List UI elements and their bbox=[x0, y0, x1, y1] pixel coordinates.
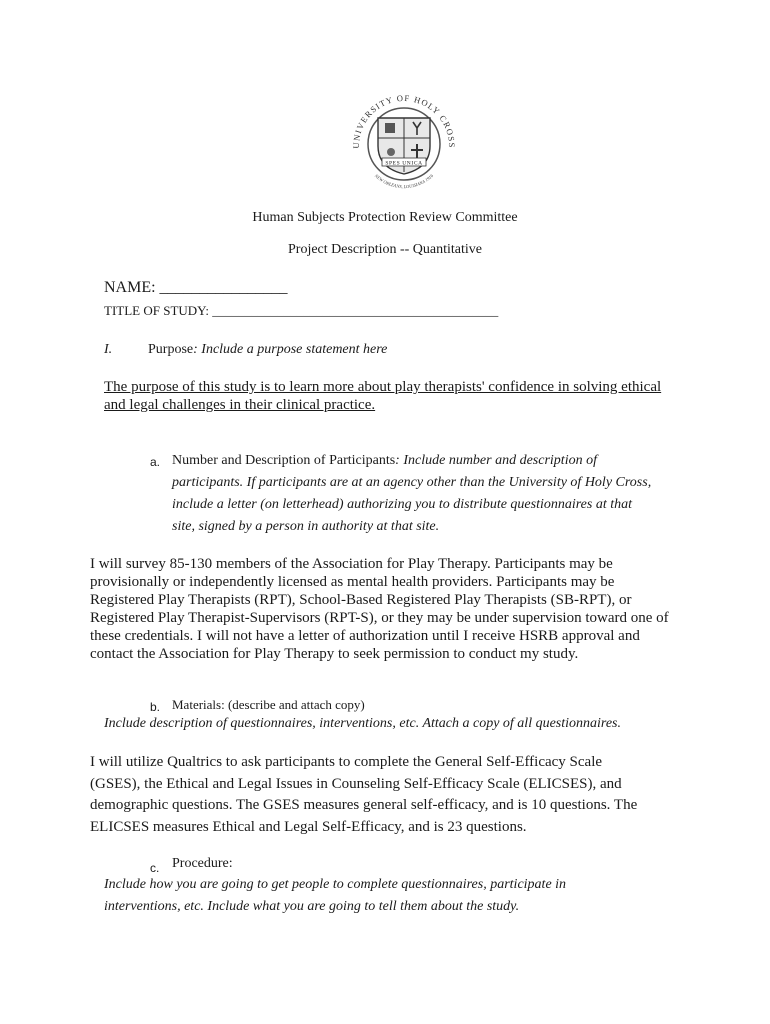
participants-instruction-line: site, signed by a person in authority at that site. bbox=[172, 519, 440, 534]
form-title: Project Description -- Quantitative bbox=[288, 242, 482, 257]
materials-response-line: ELICSES measures Ethical and Legal Self-Efficacy, and is 23 questions. bbox=[90, 818, 527, 835]
purpose-instruction: : Include a purpose statement here bbox=[193, 342, 388, 357]
name-field-label: NAME: ________________ bbox=[104, 279, 288, 296]
participants-label: Number and Description of Participants bbox=[172, 453, 396, 468]
section-i-numeral: I. bbox=[104, 342, 113, 357]
section-a-heading bbox=[172, 450, 651, 538]
participants-response-line: Registered Play Therapists (RPT), School-Based Registered Play Therapists (SB-RPT), or bbox=[90, 592, 632, 608]
section-b-letter: b. bbox=[150, 700, 161, 714]
procedure-instruction-line: Include how you are going to get people to complete questionnaires, participate in bbox=[104, 877, 567, 892]
materials-response-line: I will utilize Qualtrics to ask participants to complete the General Self-Efficacy Scale bbox=[90, 754, 603, 770]
materials-response-line: demographic questions. The GSES measures general self-efficacy, and is 10 questions. The bbox=[90, 797, 638, 813]
section-i-heading bbox=[148, 342, 387, 358]
purpose-response-line: The purpose of this study is to learn more about play therapists' confidence in solving ethical bbox=[104, 379, 662, 395]
purpose-label: Purpose bbox=[148, 342, 194, 357]
participants-instruction-line: participants. If participants are at an agency other than the University of Holy Cross, bbox=[172, 475, 652, 490]
study-title-field-label: TITLE OF STUDY: ____________________________________________ bbox=[104, 303, 499, 318]
participants-response-line: Registered Play Therapist-Supervisors (RPT-S), or they may be under supervision toward one of bbox=[90, 610, 669, 626]
procedure-label: Procedure: bbox=[172, 856, 233, 871]
participants-response-line: provisionally or independently licensed as mental health providers. Participants may be bbox=[90, 574, 615, 590]
university-seal-logo bbox=[345, 88, 463, 198]
participants-response-line: contact the Association for Play Therapy to seek permission to conduct my study. bbox=[90, 646, 579, 662]
seal-bottom-text: NEW ORLEANS, LOUISIANA 1916 bbox=[373, 173, 435, 190]
purpose-response bbox=[104, 378, 704, 414]
materials-response-line: (GSES), the Ethical and Legal Issues in Counseling Self-Efficacy Scale (ELICSES), and bbox=[90, 775, 622, 792]
seal-ribbon-text: SPES UNICA bbox=[385, 160, 423, 167]
procedure-instruction-line: interventions, etc. Include what you are going to tell them about the study. bbox=[104, 899, 520, 914]
committee-heading: Human Subjects Protection Review Committee bbox=[252, 210, 518, 225]
purpose-response-line: and legal challenges in their clinical practice. bbox=[104, 397, 376, 413]
participants-instruction: : Include number and description of bbox=[395, 453, 597, 468]
materials-response bbox=[90, 752, 637, 838]
participants-response-line: I will survey 85-130 members of the Association for Play Therapy. Participants may be bbox=[90, 556, 613, 572]
section-a-letter: a. bbox=[150, 455, 161, 469]
participants-response bbox=[90, 555, 669, 663]
participants-instruction-line: include a letter (on letterhead) authorizing you to distribute questionnaires at that bbox=[172, 497, 633, 512]
procedure-instruction bbox=[104, 874, 566, 918]
materials-instruction: Include description of questionnaires, interventions, etc. Attach a copy of all questionnaires. bbox=[104, 716, 622, 731]
section-c-letter: c. bbox=[150, 861, 160, 875]
participants-response-line: these credentials. I will not have a letter of authorization until I receive HSRB approval and bbox=[90, 628, 640, 644]
seal-top-text: UNIVERSITY OF HOLY CROSS bbox=[350, 92, 458, 149]
materials-label: Materials: (describe and attach copy) bbox=[172, 697, 365, 712]
